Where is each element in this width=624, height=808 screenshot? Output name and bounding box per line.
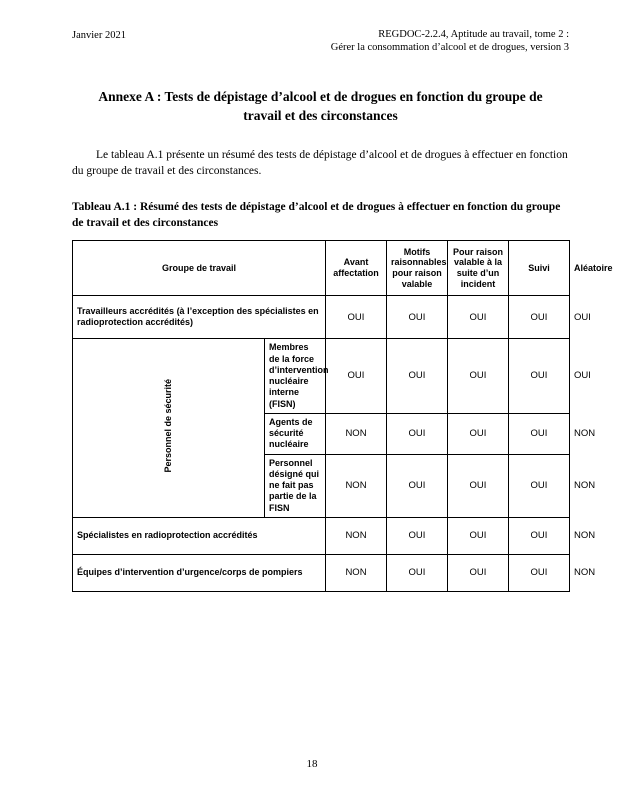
row-label-nuclear-response-force: Membres de la force d’intervention nucléaire interne (FISN)	[265, 339, 326, 414]
cell-value: OUI	[448, 554, 509, 591]
cell-value: OUI	[326, 296, 387, 339]
cell-value: OUI	[509, 296, 570, 339]
cell-value: NON	[326, 454, 387, 517]
annex-title-line-1: Annexe A : Tests de dépistage d’alcool et de drogues en fonction du groupe de	[98, 88, 543, 104]
table-row: Personnel de sécurité Membres de la force d’intervention nucléaire interne (FISN) OUI OUI OUI OUI OUI	[73, 339, 570, 414]
column-header-post-incident: Pour raison valable à la suite d’un incident	[448, 241, 509, 296]
cell-value: NON	[326, 554, 387, 591]
table-row: Équipes d’intervention d’urgence/corps de pompiers NON OUI OUI OUI NON	[73, 554, 570, 591]
cell-value: OUI	[387, 339, 448, 414]
cell-value: OUI	[326, 339, 387, 414]
column-header-follow-up: Suivi	[509, 241, 570, 296]
row-label-radiation-protection-specialists: Spécialistes en radioprotection accrédités	[73, 517, 326, 554]
cell-value: OUI	[509, 339, 570, 414]
table-row: Spécialistes en radioprotection accrédités NON OUI OUI OUI NON	[73, 517, 570, 554]
header-document-reference	[331, 28, 569, 55]
row-label-designated-personnel: Personnel désigné qui ne fait pas partie de la FISN	[265, 454, 326, 517]
cell-value: OUI	[448, 517, 509, 554]
table-row: Personnel désigné qui ne fait pas partie de la FISN NON OUI OUI OUI NON	[73, 454, 570, 517]
cell-value: OUI	[387, 454, 448, 517]
row-label-certified-workers: Travailleurs accrédités (à l’exception des spécialistes en radioprotection accrédités)	[73, 296, 326, 339]
column-header-pre-placement: Avant affectation	[326, 241, 387, 296]
page-header	[72, 28, 569, 55]
cell-value: OUI	[387, 413, 448, 454]
cell-value: OUI	[509, 554, 570, 591]
cell-value: OUI	[448, 454, 509, 517]
cell-value: OUI	[448, 339, 509, 414]
row-group-label-security-personnel	[73, 339, 265, 518]
cell-value: OUI	[387, 517, 448, 554]
cell-value: NON	[326, 413, 387, 454]
page-number: 18	[306, 758, 318, 770]
page-title	[72, 87, 569, 126]
table-caption: Tableau A.1 : Résumé des tests de dépistage d’alcool et de drogues à effectuer en fonction du groupe de travail et des circonstances	[72, 200, 561, 229]
row-label-nuclear-security-officers: Agents de sécurité nucléaire	[265, 413, 326, 454]
cell-value: OUI	[509, 454, 570, 517]
row-label-emergency-response-teams: Équipes d’intervention d’urgence/corps de pompiers	[73, 554, 326, 591]
header-doc-line-1: REGDOC-2.2.4, Aptitude au travail, tome 2 :	[378, 29, 569, 40]
table-header-row: Groupe de travail Avant affectation Motifs raisonnables pour raison valable Pour raison valable à la suite d’un incident Suivi Aléatoire	[73, 241, 570, 296]
annex-title-line-2: travail et des circonstances	[243, 108, 398, 124]
table-row: Agents de sécurité nucléaire NON OUI OUI OUI NON	[73, 413, 570, 454]
cell-value: OUI	[448, 413, 509, 454]
screening-table	[72, 240, 613, 592]
column-header-reasonable-grounds: Motifs raisonnables pour raison valable	[387, 241, 448, 296]
cell-value: OUI	[448, 296, 509, 339]
table-row: Travailleurs accrédités (à l’exception des spécialistes en radioprotection accrédités) OUI OUI OUI OUI OUI	[73, 296, 570, 339]
cell-value: OUI	[509, 517, 570, 554]
column-header-group: Groupe de travail	[73, 241, 326, 296]
header-date: Janvier 2021	[72, 30, 126, 41]
cell-value: NON	[326, 517, 387, 554]
cell-value: OUI	[509, 413, 570, 454]
cell-value: OUI	[387, 554, 448, 591]
cell-value: OUI	[387, 296, 448, 339]
intro-paragraph: Le tableau A.1 présente un résumé des tests de dépistage d’alcool et de drogues à effectuer en fonction du groupe de travail et des circonstances.	[72, 149, 568, 177]
header-doc-line-2: Gérer la consommation d’alcool et de drogues, version 3	[330, 42, 569, 54]
row-group-label-text: Personnel de sécurité	[163, 378, 174, 473]
